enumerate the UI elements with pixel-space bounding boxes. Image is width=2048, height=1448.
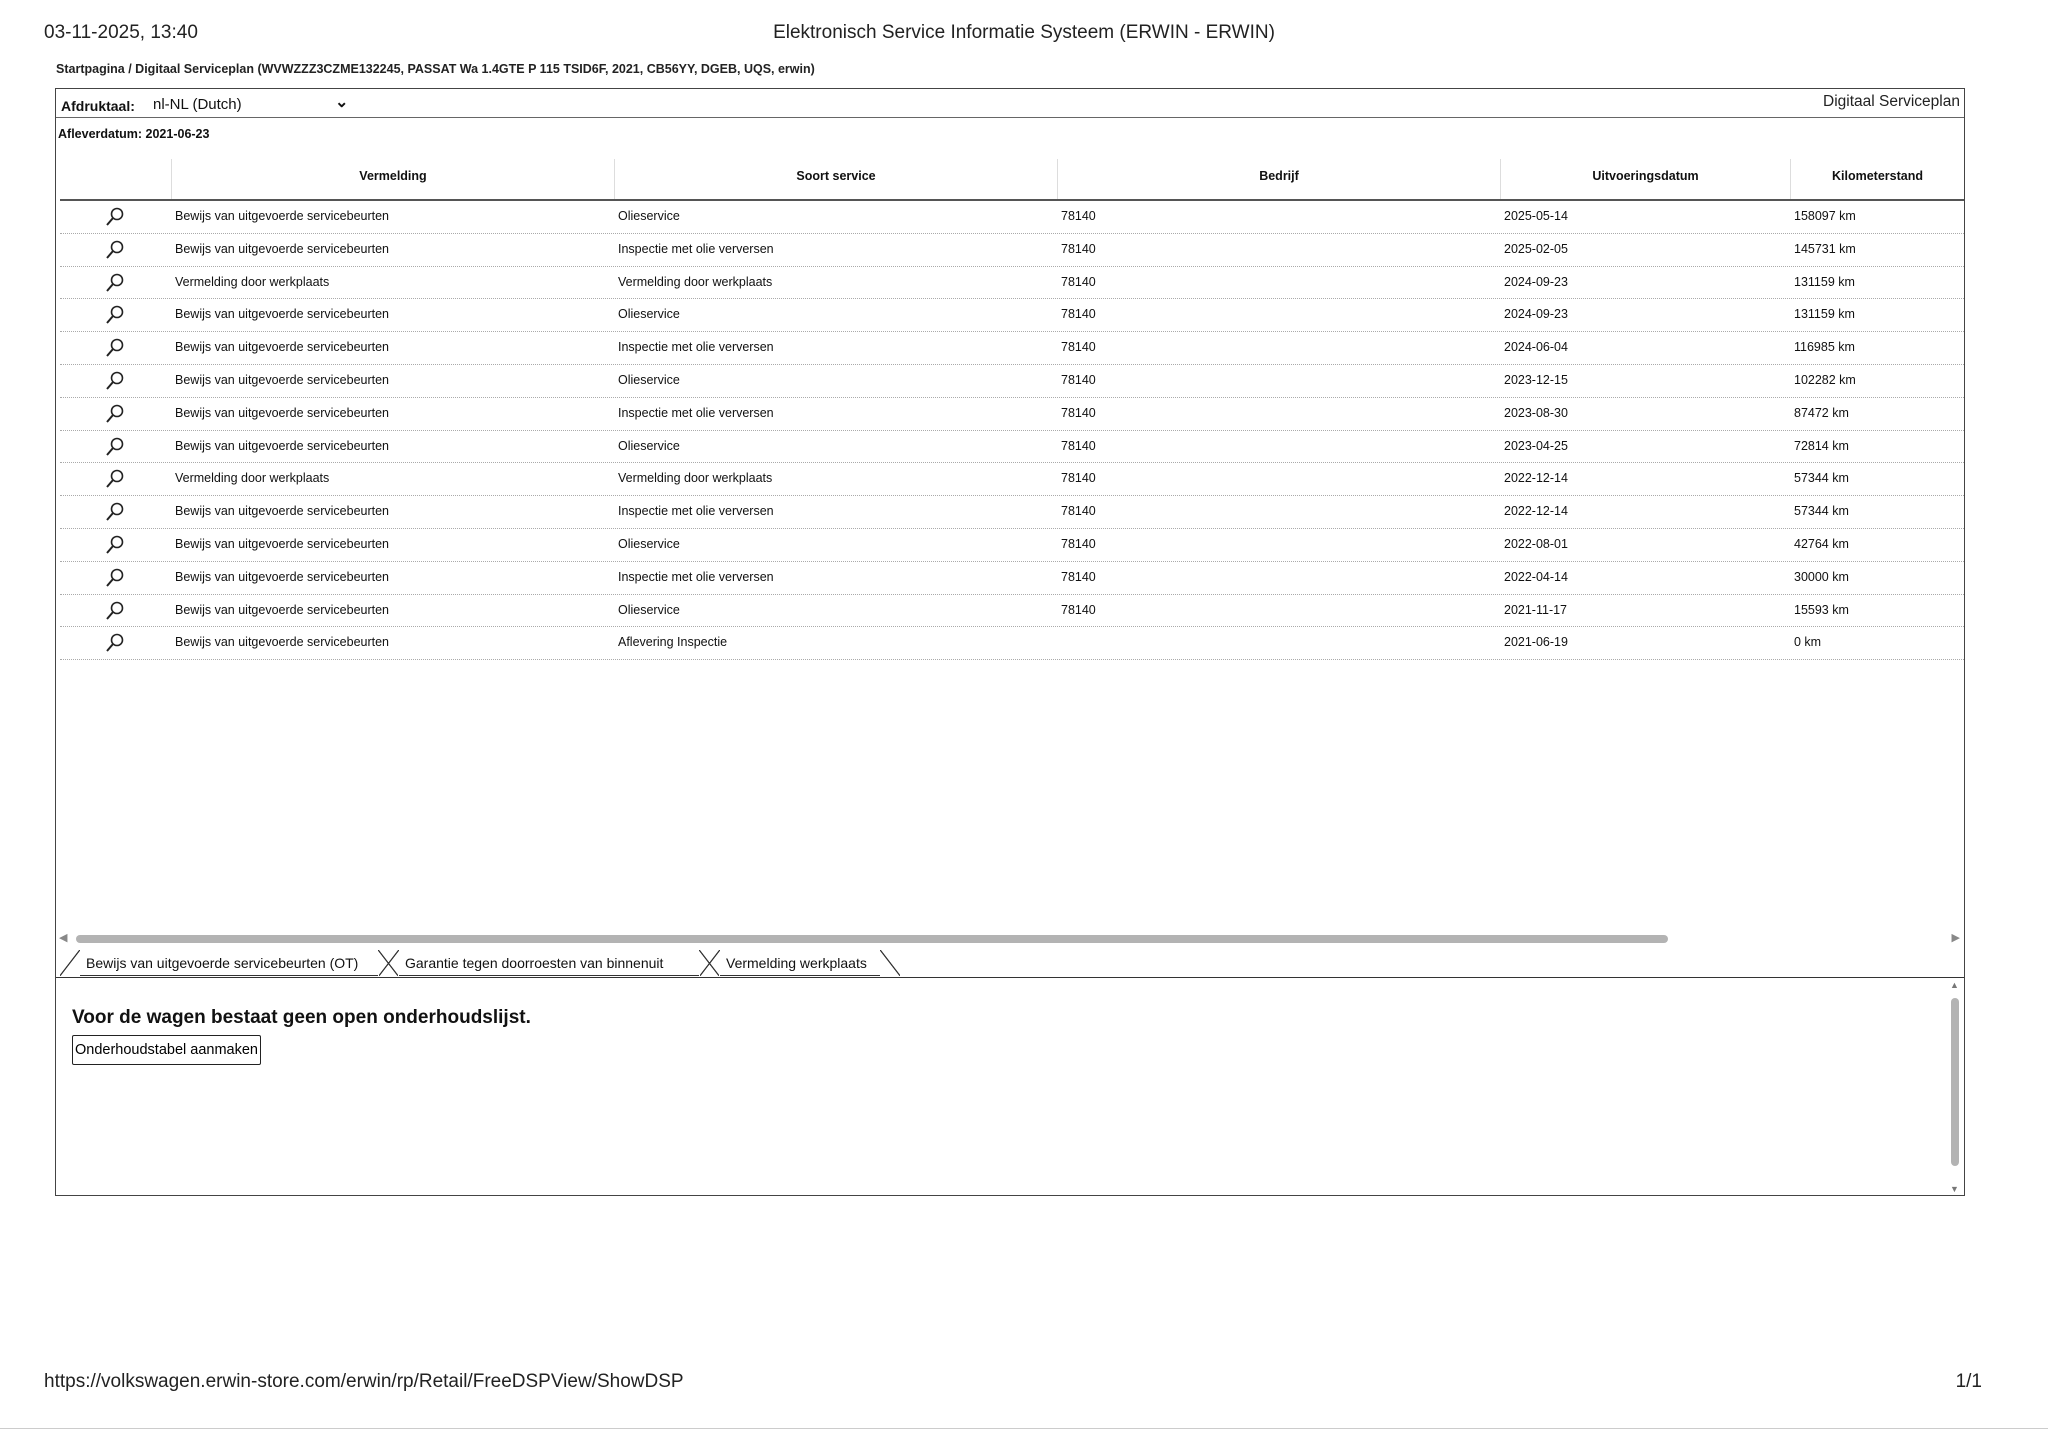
cell-kilometerstand: 30000 km xyxy=(1794,569,1849,584)
cell-vermelding: Bewijs van uitgevoerde servicebeurten xyxy=(175,438,390,453)
vertical-scrollbar[interactable] xyxy=(1948,978,1962,1196)
cell-kilometerstand: 131159 km xyxy=(1794,307,1855,322)
cell-vermelding: Vermelding door werkplaats xyxy=(175,274,330,289)
cell-uitvoeringsdatum: 2023-04-25 xyxy=(1504,438,1568,453)
table-row[interactable] xyxy=(60,267,1964,300)
table-row[interactable] xyxy=(60,496,1964,529)
cell-bedrijf: 78140 xyxy=(1061,405,1096,420)
magnifier-icon[interactable] xyxy=(105,403,125,425)
cell-vermelding: Bewijs van uitgevoerde servicebeurten xyxy=(175,602,390,617)
cell-kilometerstand: 131159 km xyxy=(1794,274,1855,289)
column-header-soort-service[interactable]: Soort service xyxy=(615,159,1058,199)
cell-uitvoeringsdatum: 2021-06-19 xyxy=(1504,635,1568,650)
cell-uitvoeringsdatum: 2023-08-30 xyxy=(1504,405,1568,420)
service-table-body xyxy=(60,201,1964,660)
cell-soort-service: Vermelding door werkplaats xyxy=(618,274,773,289)
cell-bedrijf: 78140 xyxy=(1061,307,1096,322)
cell-uitvoeringsdatum: 2022-12-14 xyxy=(1504,504,1568,519)
cell-vermelding: Bewijs van uitgevoerde servicebeurten xyxy=(175,307,390,322)
cell-bedrijf: 78140 xyxy=(1061,438,1096,453)
cell-kilometerstand: 158097 km xyxy=(1794,209,1856,223)
magnifier-icon[interactable] xyxy=(105,337,125,359)
cell-kilometerstand: 57344 km xyxy=(1794,504,1849,519)
cell-soort-service: Inspectie met olie verversen xyxy=(618,405,774,420)
cell-vermelding: Bewijs van uitgevoerde servicebeurten xyxy=(175,340,390,355)
horizontal-scrollbar[interactable] xyxy=(56,931,1964,947)
table-header xyxy=(60,159,1964,201)
cell-soort-service: Olieservice xyxy=(618,307,680,322)
cell-soort-service: Olieservice xyxy=(618,209,680,223)
cell-kilometerstand: 116985 km xyxy=(1794,340,1855,355)
cell-vermelding: Bewijs van uitgevoerde servicebeurten xyxy=(175,405,390,420)
table-row[interactable] xyxy=(60,529,1964,562)
column-header-uitvoeringsdatum[interactable]: Uitvoeringsdatum xyxy=(1501,159,1791,199)
print-title: Elektronisch Service Informatie Systeem (ERWIN - ERWIN) xyxy=(773,22,1275,43)
magnifier-icon[interactable] xyxy=(105,304,125,326)
magnifier-icon[interactable] xyxy=(105,272,125,294)
column-header-bedrijf[interactable]: Bedrijf xyxy=(1058,159,1501,199)
print-url: https://volkswagen.erwin-store.com/erwin/rp/Retail/FreeDSPView/ShowDSP xyxy=(44,1371,684,1392)
magnifier-icon[interactable] xyxy=(105,567,125,589)
panel-title: Digitaal Serviceplan xyxy=(1823,93,1960,110)
language-label: Afdruktaal: xyxy=(61,98,135,114)
cell-soort-service: Inspectie met olie verversen xyxy=(618,569,774,584)
tab-garantie[interactable]: Garantie tegen doorroesten van binnenuit xyxy=(399,950,699,976)
cell-bedrijf: 78140 xyxy=(1061,471,1096,486)
no-maintenance-list-message: Voor de wagen bestaat geen open onderhoudslijst. xyxy=(72,1007,531,1028)
create-maintenance-table-button[interactable]: Onderhoudstabel aanmaken xyxy=(72,1035,261,1065)
table-row[interactable] xyxy=(60,332,1964,365)
cell-bedrijf: 78140 xyxy=(1061,536,1096,551)
cell-uitvoeringsdatum: 2022-08-01 xyxy=(1504,536,1568,551)
language-select[interactable] xyxy=(153,93,353,115)
table-row[interactable] xyxy=(60,463,1964,496)
cell-kilometerstand: 87472 km xyxy=(1794,405,1849,420)
cell-kilometerstand: 0 km xyxy=(1794,635,1822,650)
breadcrumb[interactable]: Startpagina / Digitaal Serviceplan (WVWZZZ3CZME132245, PASSAT Wa 1.4GTE P 115 TSID6F, 2021, CB56YY, DGEB, UQS, erwin) xyxy=(56,62,815,76)
cell-soort-service: Vermelding door werkplaats xyxy=(618,471,773,486)
cell-kilometerstand: 102282 km xyxy=(1794,372,1856,387)
table-row[interactable] xyxy=(60,299,1964,332)
magnifier-icon[interactable] xyxy=(105,600,125,622)
cell-uitvoeringsdatum: 2022-04-14 xyxy=(1504,569,1568,584)
scroll-down-icon[interactable]: ▼ xyxy=(1950,1184,1959,1194)
column-header-icon xyxy=(60,159,172,199)
magnifier-icon[interactable] xyxy=(105,534,125,556)
cell-soort-service: Inspectie met olie verversen xyxy=(618,504,774,519)
vertical-scrollbar-thumb[interactable] xyxy=(1951,998,1959,1166)
cell-uitvoeringsdatum: 2023-12-15 xyxy=(1504,372,1568,387)
cell-soort-service: Olieservice xyxy=(618,372,680,387)
magnifier-icon[interactable] xyxy=(105,206,125,228)
table-row[interactable] xyxy=(60,562,1964,595)
table-row[interactable] xyxy=(60,595,1964,628)
scrollbar-thumb[interactable] xyxy=(76,935,1668,943)
magnifier-icon[interactable] xyxy=(105,501,125,523)
language-row xyxy=(56,89,1964,118)
cell-kilometerstand: 72814 km xyxy=(1794,438,1849,453)
cell-vermelding: Bewijs van uitgevoerde servicebeurten xyxy=(175,569,390,584)
cell-uitvoeringsdatum: 2024-09-23 xyxy=(1504,274,1568,289)
cell-uitvoeringsdatum: 2022-12-14 xyxy=(1504,471,1568,486)
cell-bedrijf: 78140 xyxy=(1061,602,1096,617)
cell-uitvoeringsdatum: 2024-09-23 xyxy=(1504,307,1568,322)
tab-bewijs[interactable]: Bewijs van uitgevoerde servicebeurten (OT) xyxy=(80,950,378,976)
cell-kilometerstand: 145731 km xyxy=(1794,241,1856,256)
cell-bedrijf: 78140 xyxy=(1061,372,1096,387)
cell-bedrijf: 78140 xyxy=(1061,274,1096,289)
tab-vermelding-werkplaats[interactable]: Vermelding werkplaats xyxy=(720,950,880,976)
table-row[interactable] xyxy=(60,234,1964,267)
language-select-value: nl-NL (Dutch) xyxy=(153,96,242,113)
column-header-kilometerstand[interactable]: Kilometerstand xyxy=(1832,169,1923,183)
cell-bedrijf: 78140 xyxy=(1061,209,1096,223)
cell-vermelding: Bewijs van uitgevoerde servicebeurten xyxy=(175,536,390,551)
chevron-down-icon: ⌄ xyxy=(335,94,349,111)
table-row[interactable] xyxy=(60,398,1964,431)
cell-vermelding: Bewijs van uitgevoerde servicebeurten xyxy=(175,635,390,650)
cell-bedrijf: 78140 xyxy=(1061,569,1096,584)
cell-soort-service: Aflevering Inspectie xyxy=(618,635,728,650)
print-header xyxy=(44,22,2004,52)
column-header-vermelding[interactable]: Vermelding xyxy=(172,159,615,199)
tab-content xyxy=(56,977,1964,1196)
cell-uitvoeringsdatum: 2021-11-17 xyxy=(1504,602,1568,617)
table-row[interactable] xyxy=(60,431,1964,464)
cell-bedrijf: 78140 xyxy=(1061,241,1096,256)
magnifier-icon[interactable] xyxy=(105,632,125,654)
table-row[interactable] xyxy=(60,365,1964,398)
magnifier-icon[interactable] xyxy=(105,468,125,490)
magnifier-icon[interactable] xyxy=(105,239,125,261)
page-edge-line xyxy=(0,1428,2048,1429)
cell-bedrijf: 78140 xyxy=(1061,504,1096,519)
cell-vermelding: Bewijs van uitgevoerde servicebeurten xyxy=(175,209,390,223)
cell-soort-service: Olieservice xyxy=(618,536,680,551)
service-plan-panel xyxy=(55,88,1965,1196)
cell-kilometerstand: 42764 km xyxy=(1794,536,1849,551)
cell-uitvoeringsdatum: 2025-05-14 xyxy=(1504,209,1568,223)
magnifier-icon[interactable] xyxy=(105,370,125,392)
cell-kilometerstand: 15593 km xyxy=(1794,602,1849,617)
scroll-right-icon[interactable]: ▶ xyxy=(1951,932,1960,944)
print-datetime: 03-11-2025, 13:40 xyxy=(44,22,198,43)
cell-uitvoeringsdatum: 2024-06-04 xyxy=(1504,340,1568,355)
cell-vermelding: Bewijs van uitgevoerde servicebeurten xyxy=(175,241,390,256)
cell-vermelding: Vermelding door werkplaats xyxy=(175,471,330,486)
magnifier-icon[interactable] xyxy=(105,436,125,458)
cell-vermelding: Bewijs van uitgevoerde servicebeurten xyxy=(175,372,390,387)
cell-bedrijf: 78140 xyxy=(1061,340,1096,355)
cell-soort-service: Inspectie met olie verversen xyxy=(618,241,774,256)
scroll-left-icon[interactable]: ◀ xyxy=(59,932,68,944)
print-page-number: 1/1 xyxy=(1955,1371,1982,1392)
table-row[interactable] xyxy=(60,627,1964,660)
scroll-up-icon[interactable]: ▲ xyxy=(1950,980,1959,990)
cell-soort-service: Olieservice xyxy=(618,438,680,453)
delivery-date: Afleverdatum: 2021-06-23 xyxy=(58,127,210,141)
cell-vermelding: Bewijs van uitgevoerde servicebeurten xyxy=(175,504,390,519)
cell-uitvoeringsdatum: 2025-02-05 xyxy=(1504,241,1568,256)
cell-kilometerstand: 57344 km xyxy=(1794,471,1849,486)
cell-soort-service: Inspectie met olie verversen xyxy=(618,340,774,355)
cell-soort-service: Olieservice xyxy=(618,602,680,617)
table-row[interactable] xyxy=(60,201,1964,234)
